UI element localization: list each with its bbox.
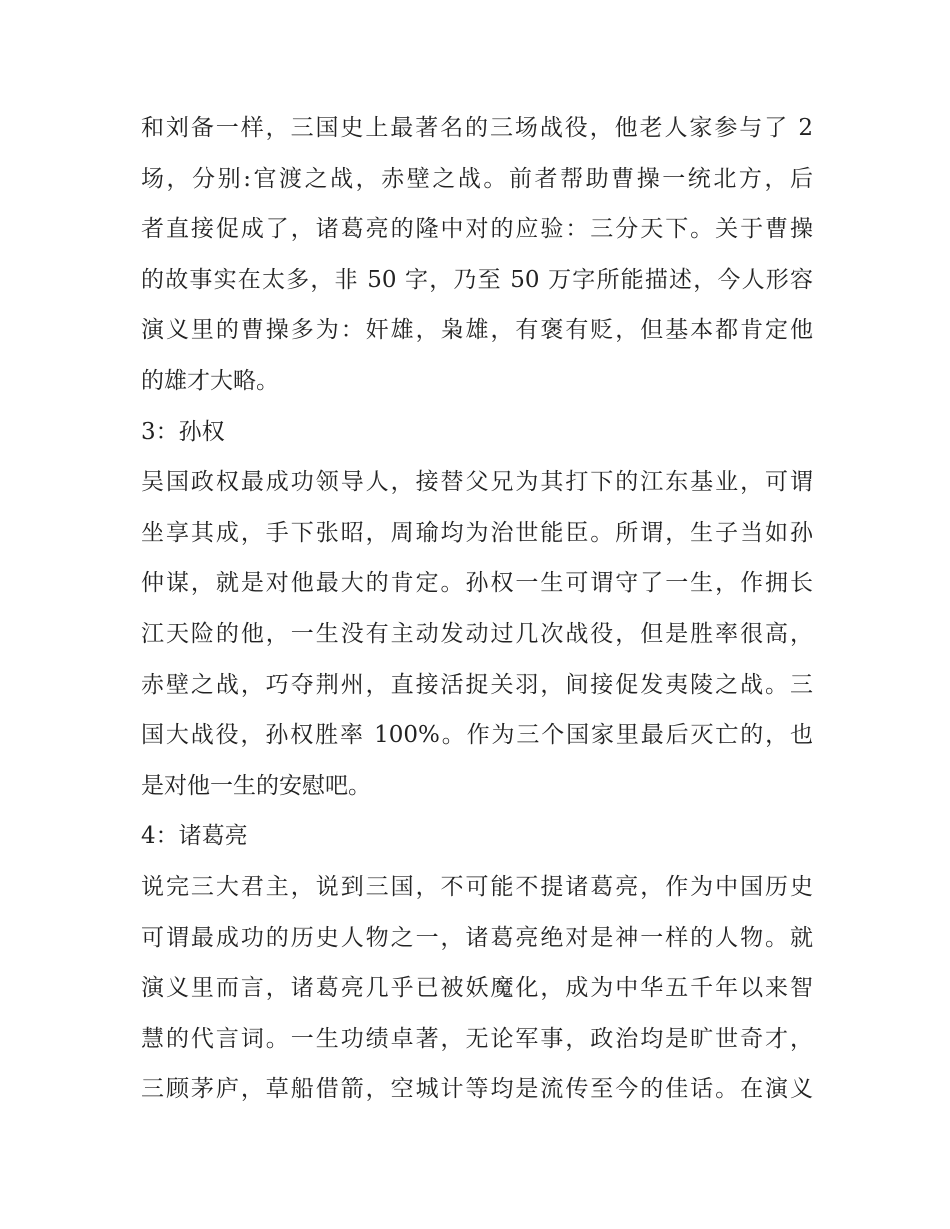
text-line: 慧的代言词。一生功绩卓著，无论军事，政治均是旷世奇才，	[141, 1025, 813, 1052]
text-line: 可谓最成功的历史人物之一，诸葛亮绝对是神一样的人物。就	[141, 924, 813, 951]
text-line: 说完三大君主，说到三国，不可能不提诸葛亮，作为中国历史	[141, 873, 813, 900]
text-line: 者直接促成了，诸葛亮的隆中对的应验：三分天下。关于曹操	[141, 216, 813, 243]
text-line: 仲谋，就是对他最大的肯定。孙权一生可谓守了一生，作拥长	[141, 570, 813, 597]
text-line: 吴国政权最成功领导人，接替父兄为其打下的江东基业，可谓	[141, 469, 813, 496]
text-line: 演义里的曹操多为：奸雄，枭雄，有褒有贬，但基本都肯定他	[141, 317, 813, 344]
text-line: 三顾茅庐，草船借箭，空城计等均是流传至今的佳话。在演义	[141, 1076, 813, 1103]
text-line: 国大战役，孙权胜率 100%。作为三个国家里最后灭亡的，也	[141, 722, 813, 749]
text-line: 是对他一生的安慰吧。	[141, 772, 371, 799]
section-heading: 3：孙权	[141, 418, 225, 445]
text-line: 的故事实在太多，非 50 字，乃至 50 万字所能描述，今人形容	[141, 266, 813, 293]
text-line: 和刘备一样，三国史上最著名的三场战役，他老人家参与了 2	[141, 115, 813, 141]
text-line: 的雄才大略。	[141, 367, 279, 394]
document-body	[141, 103, 813, 1115]
text-line: 场，分别:官渡之战，赤壁之战。前者帮助曹操一统北方，后	[141, 165, 813, 192]
text-line: 演义里而言，诸葛亮几乎已被妖魔化，成为中华五千年以来智	[141, 975, 813, 1002]
text-line: 江天险的他，一生没有主动发动过几次战役，但是胜率很高，	[141, 620, 813, 647]
text-line: 赤壁之战，巧夺荆州，直接活捉关羽，间接促发夷陵之战。三	[141, 671, 813, 698]
section-heading: 4：诸葛亮	[141, 823, 248, 850]
text-line: 坐享其成，手下张昭，周瑜均为治世能臣。所谓，生子当如孙	[141, 519, 813, 546]
